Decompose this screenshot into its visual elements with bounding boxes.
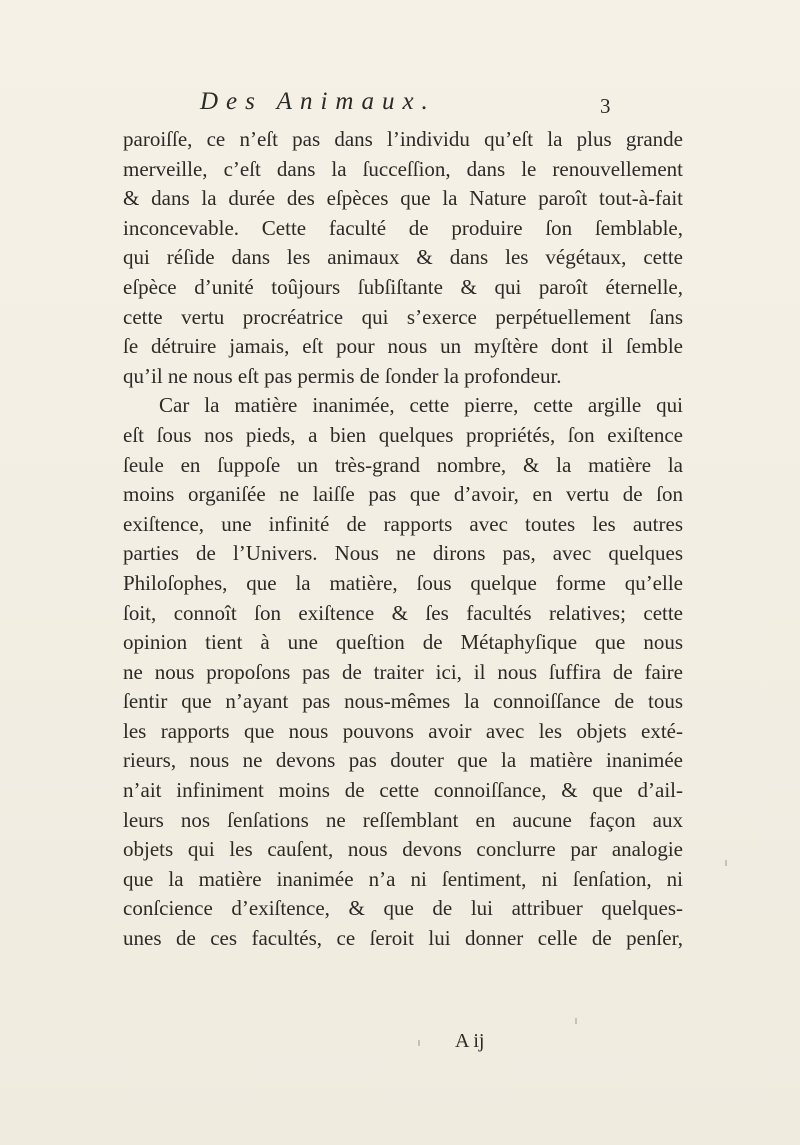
text-line: unes de ces facultés, ce ſeroit lui donner celle de penſer, [123, 926, 683, 951]
text-line: inconcevable. Cette faculté de produire ſon ſemblable, [123, 215, 683, 240]
text-line: moins organiſée ne laiſſe pas que d’avoir, en vertu de ſon [123, 482, 683, 507]
paper-blemish [725, 860, 727, 866]
text-line: cette vertu procréatrice qui s’exerce perpétuellement ſans [123, 304, 683, 329]
paper-blemish [575, 1018, 577, 1024]
text-line: Philoſophes, que la matière, ſous quelque forme qu’elle [123, 570, 683, 595]
text-line: parties de l’Univers. Nous ne dirons pas, avec quelques [123, 541, 683, 566]
text-line: n’ait infiniment moins de cette connoiſſance, & que d’ail- [123, 778, 683, 803]
text-line: rieurs, nous ne devons pas douter que la matière inanimée [123, 748, 683, 773]
text-line: ſentir que n’ayant pas nous-mêmes la connoiſſance de tous [123, 689, 683, 714]
running-title: Des Animaux. [200, 88, 436, 115]
body-text [123, 125, 683, 954]
text-line: les rapports que nous pouvons avoir avec les objets exté- [123, 718, 683, 743]
running-header [200, 88, 660, 116]
text-line: ſoit, connoît ſon exiſtence & ſes facultés relatives; cette [123, 600, 683, 625]
page-number: 3 [600, 94, 611, 118]
text-line: paroiſſe, ce n’eſt pas dans l’individu qu’eſt la plus grande [123, 127, 683, 151]
text-line: ſe détruire jamais, eſt pour nous un myſtère dont il ſemble [123, 334, 683, 359]
text-line: qu’il ne nous eſt pas permis de ſonder la profondeur. [123, 363, 562, 388]
text-line: merveille, c’eſt dans la ſucceſſion, dans le renouvellement [123, 156, 683, 181]
text-line: eſpèce d’unité toûjours ſubſiſtante & qui paroît éternelle, [123, 274, 683, 299]
text-line: qui réſide dans les animaux & dans les végétaux, cette [123, 245, 683, 270]
signature-mark: A ij [455, 1030, 485, 1052]
text-line: ſeule en ſuppoſe un très-grand nombre, & la matière la [123, 452, 683, 477]
text-line: ne nous propoſons pas de traiter ici, il nous ſuffira de faire [123, 659, 683, 684]
text-line: objets qui les cauſent, nous devons conclurre par analogie [123, 837, 683, 862]
text-line: leurs nos ſenſations ne reſſemblant en aucune façon aux [123, 807, 683, 832]
text-line: que la matière inanimée n’a ni ſentiment, ni ſenſation, ni [123, 866, 683, 891]
text-line: eſt ſous nos pieds, a bien quelques propriétés, ſon exiſtence [123, 422, 683, 447]
text-line: conſcience d’exiſtence, & que de lui attribuer quelques- [123, 896, 683, 921]
text-line: opinion tient à une queſtion de Métaphyſique que nous [123, 630, 683, 655]
text-line: exiſtence, une infinité de rapports avec toutes les autres [123, 511, 683, 536]
paper-blemish [418, 1040, 420, 1046]
text-line: & dans la durée des eſpèces que la Nature paroît tout-à-fait [123, 186, 683, 211]
paragraph-start-line: Car la matière inanimée, cette pierre, cette argille qui [159, 393, 683, 418]
